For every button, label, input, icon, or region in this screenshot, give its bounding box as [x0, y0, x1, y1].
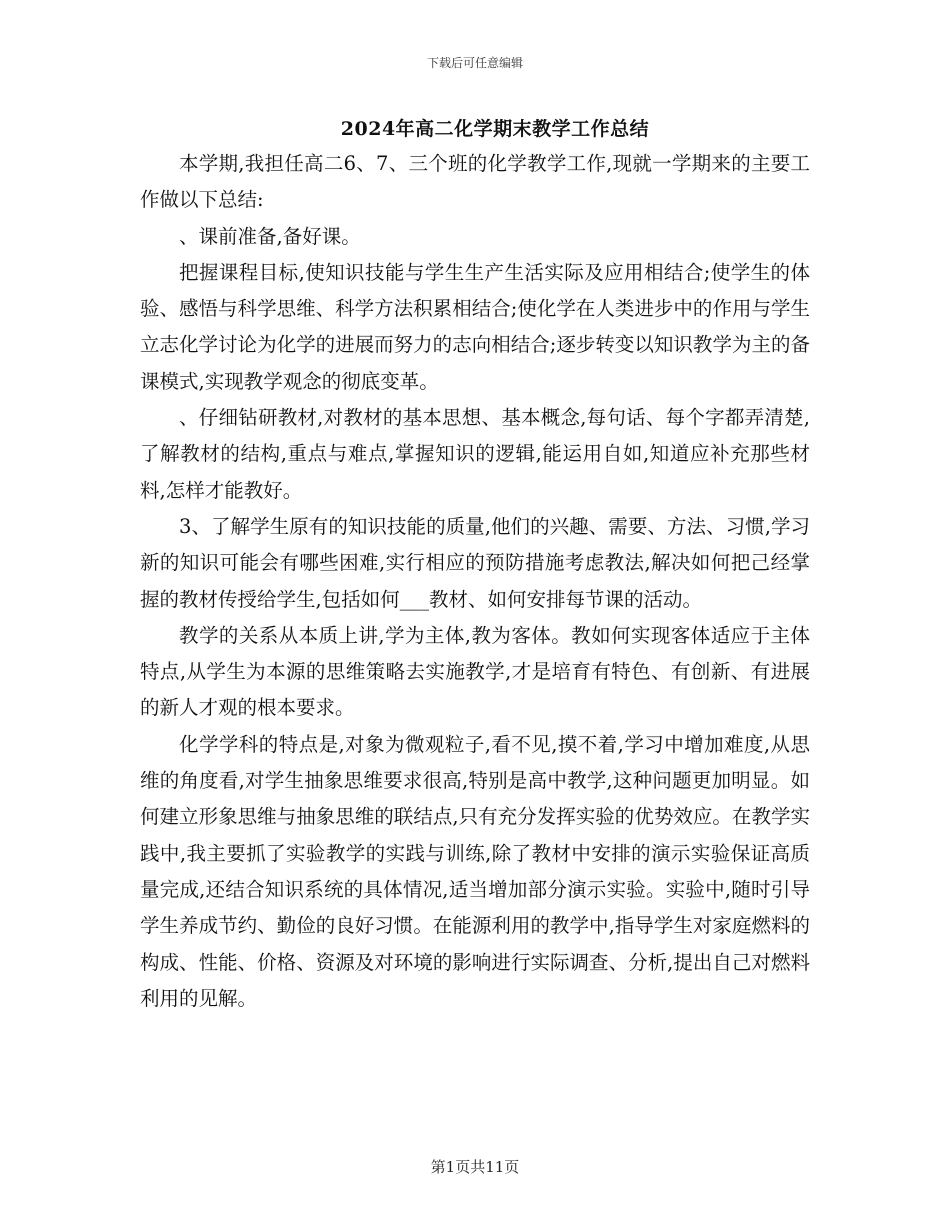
page-number-footer: 第1页共11页: [430, 1158, 520, 1176]
document-title: 2024年高二化学期末教学工作总结: [340, 118, 650, 140]
paragraph: 、课前准备,备好课。: [179, 224, 361, 248]
paragraph: 本学期,我担任高二6、7、三个班的化学教学工作,现就一学期来的主要工作做以下总结:: [140, 152, 810, 212]
paragraph: 把握课程目标,使知识技能与学生生产生活实际及应用相结合;使学生的体验、感悟与科学思维、科学方法积累相结合;使化学在人类进步中的作用与学生立志化学讨论为化学的进展而努力的志向相结合;逐步转变以知识教学为主的备课模式,实现教学观念的彻底变革。: [140, 260, 810, 393]
paragraph: 教学的关系从本质上讲,学为主体,教为客体。教如何实现客体适应于主体特点,从学生为本源的思维策略去实施教学,才是培育有特色、有创新、有进展的新人才观的根本要求。: [140, 623, 810, 720]
document-body: [140, 146, 810, 1017]
header-note: 下载后可任意编辑: [426, 56, 523, 70]
paragraph: 化学学科的特点是,对象为微观粒子,看不见,摸不着,学习中增加难度,从思维的角度看,对学生抽象思维要求很高,特别是高中教学,这种问题更加明显。如何建立形象思维与抽象思维的联结点,只有充分发挥实验的优势效应。在教学实践中,我主要抓了实验教学的实践与训练,除了教材中安排的演示实验保证高质量完成,还结合知识系统的具体情况,适当增加部分演示实验。实验中,随时引导学生养成节约、勤俭的良好习惯。在能源利用的教学中,指导学生对家庭燃料的构成、性能、价格、资源及对环境的影响进行实际调查、分析,提出自己对燃料利用的见解。: [140, 732, 810, 1010]
paragraph: 、仔细钻研教材,对教材的基本思想、基本概念,每句话、每个字都弄清楚,了解教材的结构,重点与难点,掌握知识的逻辑,能运用自如,知道应补充那些材料,怎样才能教好。: [140, 406, 810, 502]
paragraph: 3、了解学生原有的知识技能的质量,他们的兴趣、需要、方法、习惯,学习新的知识可能会有哪些困难,实行相应的预防措施考虑教法,解决如何把己经掌握的教材传授给学生,包括如何___教材、如何安排每节课的活动。: [140, 514, 810, 611]
